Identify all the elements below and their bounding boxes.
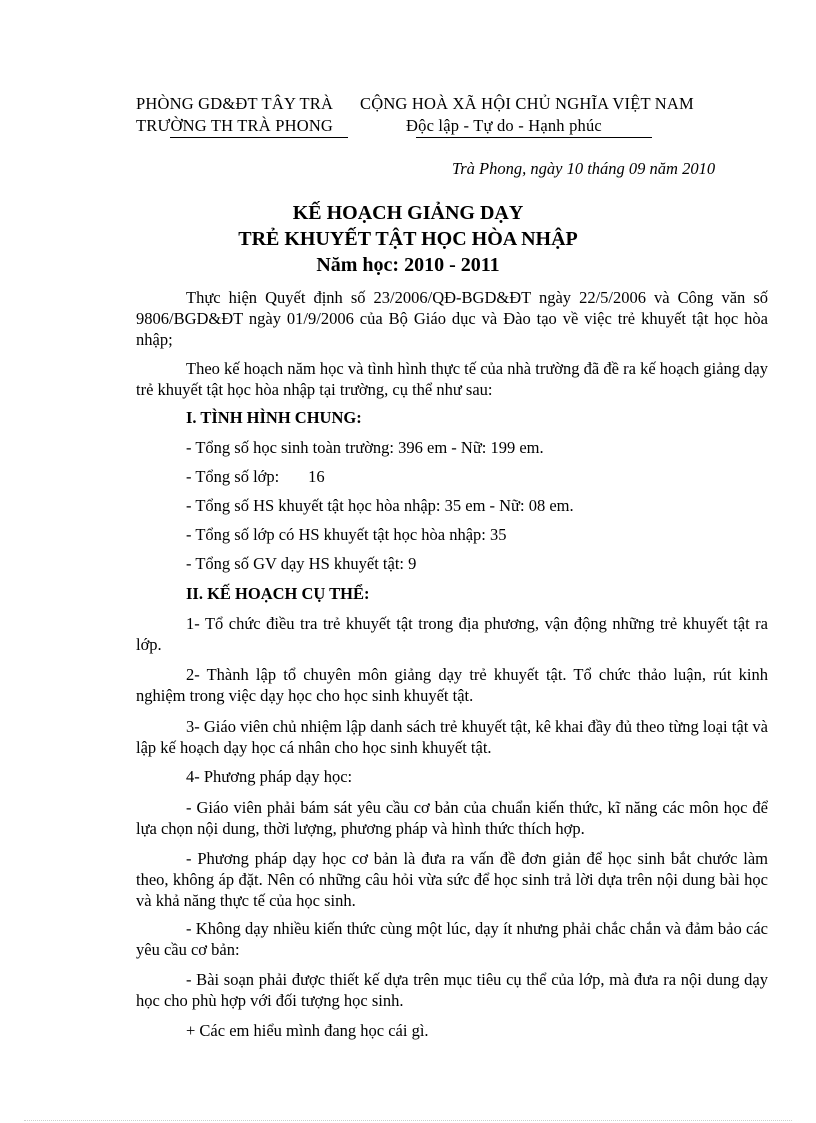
method-point-2: - Phương pháp dạy học cơ bản là đưa ra vấn đề đơn giản để học sinh bắt chước làm theo, không áp đặt. Nên có những câu hỏi vừa sức để học sinh trả lời dựa trên nội dung bài học và khả năng thực tế của học sinh. [136,849,768,910]
document-subtitle: TRẺ KHUYẾT TẬT HỌC HÒA NHẬP [238,228,578,250]
date-line: Trà Phong, ngày 10 tháng 09 năm 2010 [452,159,716,178]
school-underline [170,137,348,138]
plan-item-4: 4- Phương pháp dạy học: [186,767,353,786]
school-name: TRƯỜNG TH TRÀ PHONG [136,116,334,135]
plan-item-3: 3- Giáo viên chủ nhiệm lập danh sách trẻ khuyết tật, kê khai đầy đủ theo từng loại tật và lập kế hoạch dạy học cá nhân cho học sinh khuyết tật. [136,717,768,757]
national-motto: Độc lập - Tự do - Hạnh phúc [406,116,602,135]
motto-underline [416,137,652,138]
intro-paragraph-1: Thực hiện Quyết định số 23/2006/QĐ-BGD&ĐT ngày 22/5/2006 và Công văn số 9806/BGD&ĐT ngày 01/9/2006 của Bộ Giáo dục và Đào tạo về việc trẻ khuyết tật học hòa nhập; [136,288,768,349]
plan-item-1: 1- Tổ chức điều tra trẻ khuyết tật trong địa phương, vận động những trẻ khuyết tật ra lớp. [136,614,768,654]
stat-inclusive-classes: - Tổng số lớp có HS khuyết tật học hòa nhập: 35 [186,525,507,544]
plan-item-2: 2- Thành lập tổ chuyên môn giảng dạy trẻ khuyết tật. Tổ chức thảo luận, rút kinh nghiệm trong việc dạy học cho học sinh khuyết tật. [136,665,768,705]
intro-paragraph-2: Theo kế hoạch năm học và tình hình thực tế của nhà trường đã đề ra kế hoạch giảng dạy trẻ khuyết tật học hòa nhập tại trường, cụ thể như sau: [136,359,768,399]
stat-teachers: - Tổng số GV dạy HS khuyết tật: 9 [186,554,417,573]
page-bottom-rule [24,1120,792,1121]
school-year: Năm học: 2010 - 2011 [316,254,500,276]
stat-total-students: - Tổng số học sinh toàn trường: 396 em - Nữ: 199 em. [186,438,544,457]
document-title: KẾ HOẠCH GIẢNG DẠY [292,202,524,224]
section-2-heading: II. KẾ HOẠCH CỤ THỂ: [186,584,370,603]
section-1-heading: I. TÌNH HÌNH CHUNG: [186,408,362,427]
national-title: CỘNG HOÀ XÃ HỘI CHỦ NGHĨA VIỆT NAM [360,94,694,113]
stat-disabled-students: - Tổng số HS khuyết tật học hòa nhập: 35 em - Nữ: 08 em. [186,496,574,515]
method-point-1: - Giáo viên phải bám sát yêu cầu cơ bản của chuẩn kiến thức, kĩ năng các môn học để lựa chọn nội dung, thời lượng, phương pháp và hình thức thích hợp. [136,798,768,838]
method-point-4: - Bài soạn phải được thiết kế dựa trên mục tiêu cụ thể của lớp, mà đưa ra nội dung dạy học cho phù hợp với đối tượng học sinh. [136,970,768,1010]
method-subpoint-1: + Các em hiểu mình đang học cái gì. [186,1021,429,1040]
department-name: PHÒNG GD&ĐT TÂY TRÀ [136,94,334,113]
stat-total-classes: - Tổng số lớp: 16 [186,467,325,486]
method-point-3: - Không dạy nhiều kiến thức cùng một lúc, dạy ít nhưng phải chắc chắn và đảm bảo các yêu cầu cơ bản: [136,919,768,959]
